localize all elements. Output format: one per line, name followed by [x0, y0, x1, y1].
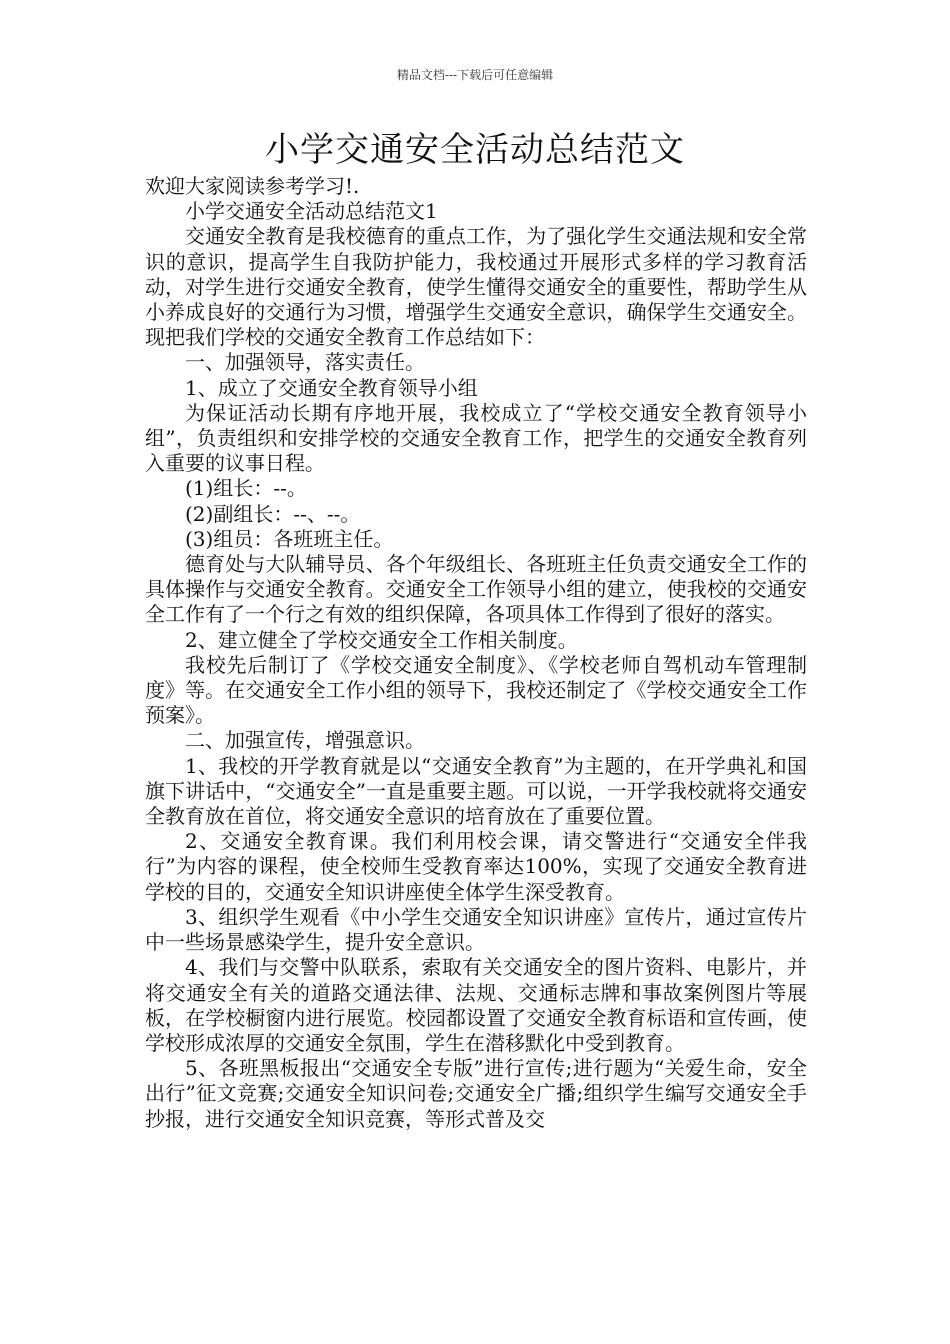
document-body — [145, 174, 807, 1132]
paragraph: 2、交通安全教育课。我们利用校会课，请交警进行“交通安全伴我行”为内容的课程，使全校师生受教育率达100%，实现了交通安全教育进学校的目的，交通安全知识讲座使全体学生深受教育。 — [145, 829, 807, 904]
paragraph: 为保证活动长期有序地开展，我校成立了“学校交通安全教育领导小组”，负责组织和安排学校的交通安全教育工作，把学生的交通安全教育列入重要的议事日程。 — [145, 400, 807, 476]
page-header: 精品文档---下载后可任意编辑 — [396, 68, 554, 82]
paragraph: (3)组员：各班班主任。 — [185, 526, 394, 551]
paragraph: (1)组长：--。 — [185, 476, 307, 501]
paragraph: 5、各班黑板报出“交通安全专版”进行宣传;进行题为“关爱生命，安全出行”征文竞赛;交通安全知识问卷;交通安全广播;组织学生编写交通安全手抄报，进行交通安全知识竞赛，等形式普及交 — [145, 1056, 807, 1131]
paragraph: 1、我校的开学教育就是以“交通安全教育”为主题的，在开学典礼和国旗下讲话中，“交通安全”一直是重要主题。可以说，一开学我校就将交通安全教育放在首位，将交通安全意识的培育放在了重要位置。 — [145, 753, 807, 829]
paragraph: 交通安全教育是我校德育的重点工作，为了强化学生交通法规和安全常识的意识，提高学生自我防护能力，我校通过开展形式多样的学习教育活动，对学生进行交通安全教育，使学生懂得交通安全的重要性，帮助学生从小养成良好的交通行为习惯，增强学生交通安全意识，确保学生交通安全。现把我们学校的交通安全教育工作总结如下： — [145, 224, 807, 350]
paragraph: 一、加强领导，落实责任。 — [185, 350, 425, 375]
paragraph: (2)副组长：--、--。 — [185, 501, 361, 526]
paragraph: 4、我们与交警中队联系，索取有关交通安全的图片资料、电影片，并将交通安全有关的道路交通法律、法规、交通标志牌和事故案例图片等展板，在学校橱窗内进行展览。校园都设置了交通安全教育标语和宣传画，使学校形成浓厚的交通安全氛围，学生在潜移默化中受到教育。 — [145, 955, 807, 1055]
paragraph: 2、建立健全了学校交通安全工作相关制度。 — [185, 627, 578, 652]
paragraph: 德育处与大队辅导员、各个年级组长、各班班主任负责交通安全工作的具体操作与交通安全教育。交通安全工作领导小组的建立，使我校的交通安全工作有了一个行之有效的组织保障，各项具体工作得到了很好的落实。 — [145, 552, 807, 627]
document-title: 小学交通安全活动总结范文 — [265, 130, 685, 170]
paragraph: 欢迎大家阅读参考学习!. — [145, 174, 360, 198]
paragraph: 我校先后制订了《学校交通安全制度》、《学校老师自驾机动车管理制度》等。在交通安全工作小组的领导下，我校还制定了《学校交通安全工作预案》。 — [145, 652, 807, 728]
paragraph: 1、成立了交通安全教育领导小组 — [185, 375, 478, 400]
paragraph: 3、组织学生观看《中小学生交通安全知识讲座》宣传片，通过宣传片中一些场景感染学生，提升安全意识。 — [145, 904, 807, 955]
paragraph: 小学交通安全活动总结范文1 — [185, 199, 438, 224]
paragraph: 二、加强宣传，增强意识。 — [185, 728, 425, 753]
